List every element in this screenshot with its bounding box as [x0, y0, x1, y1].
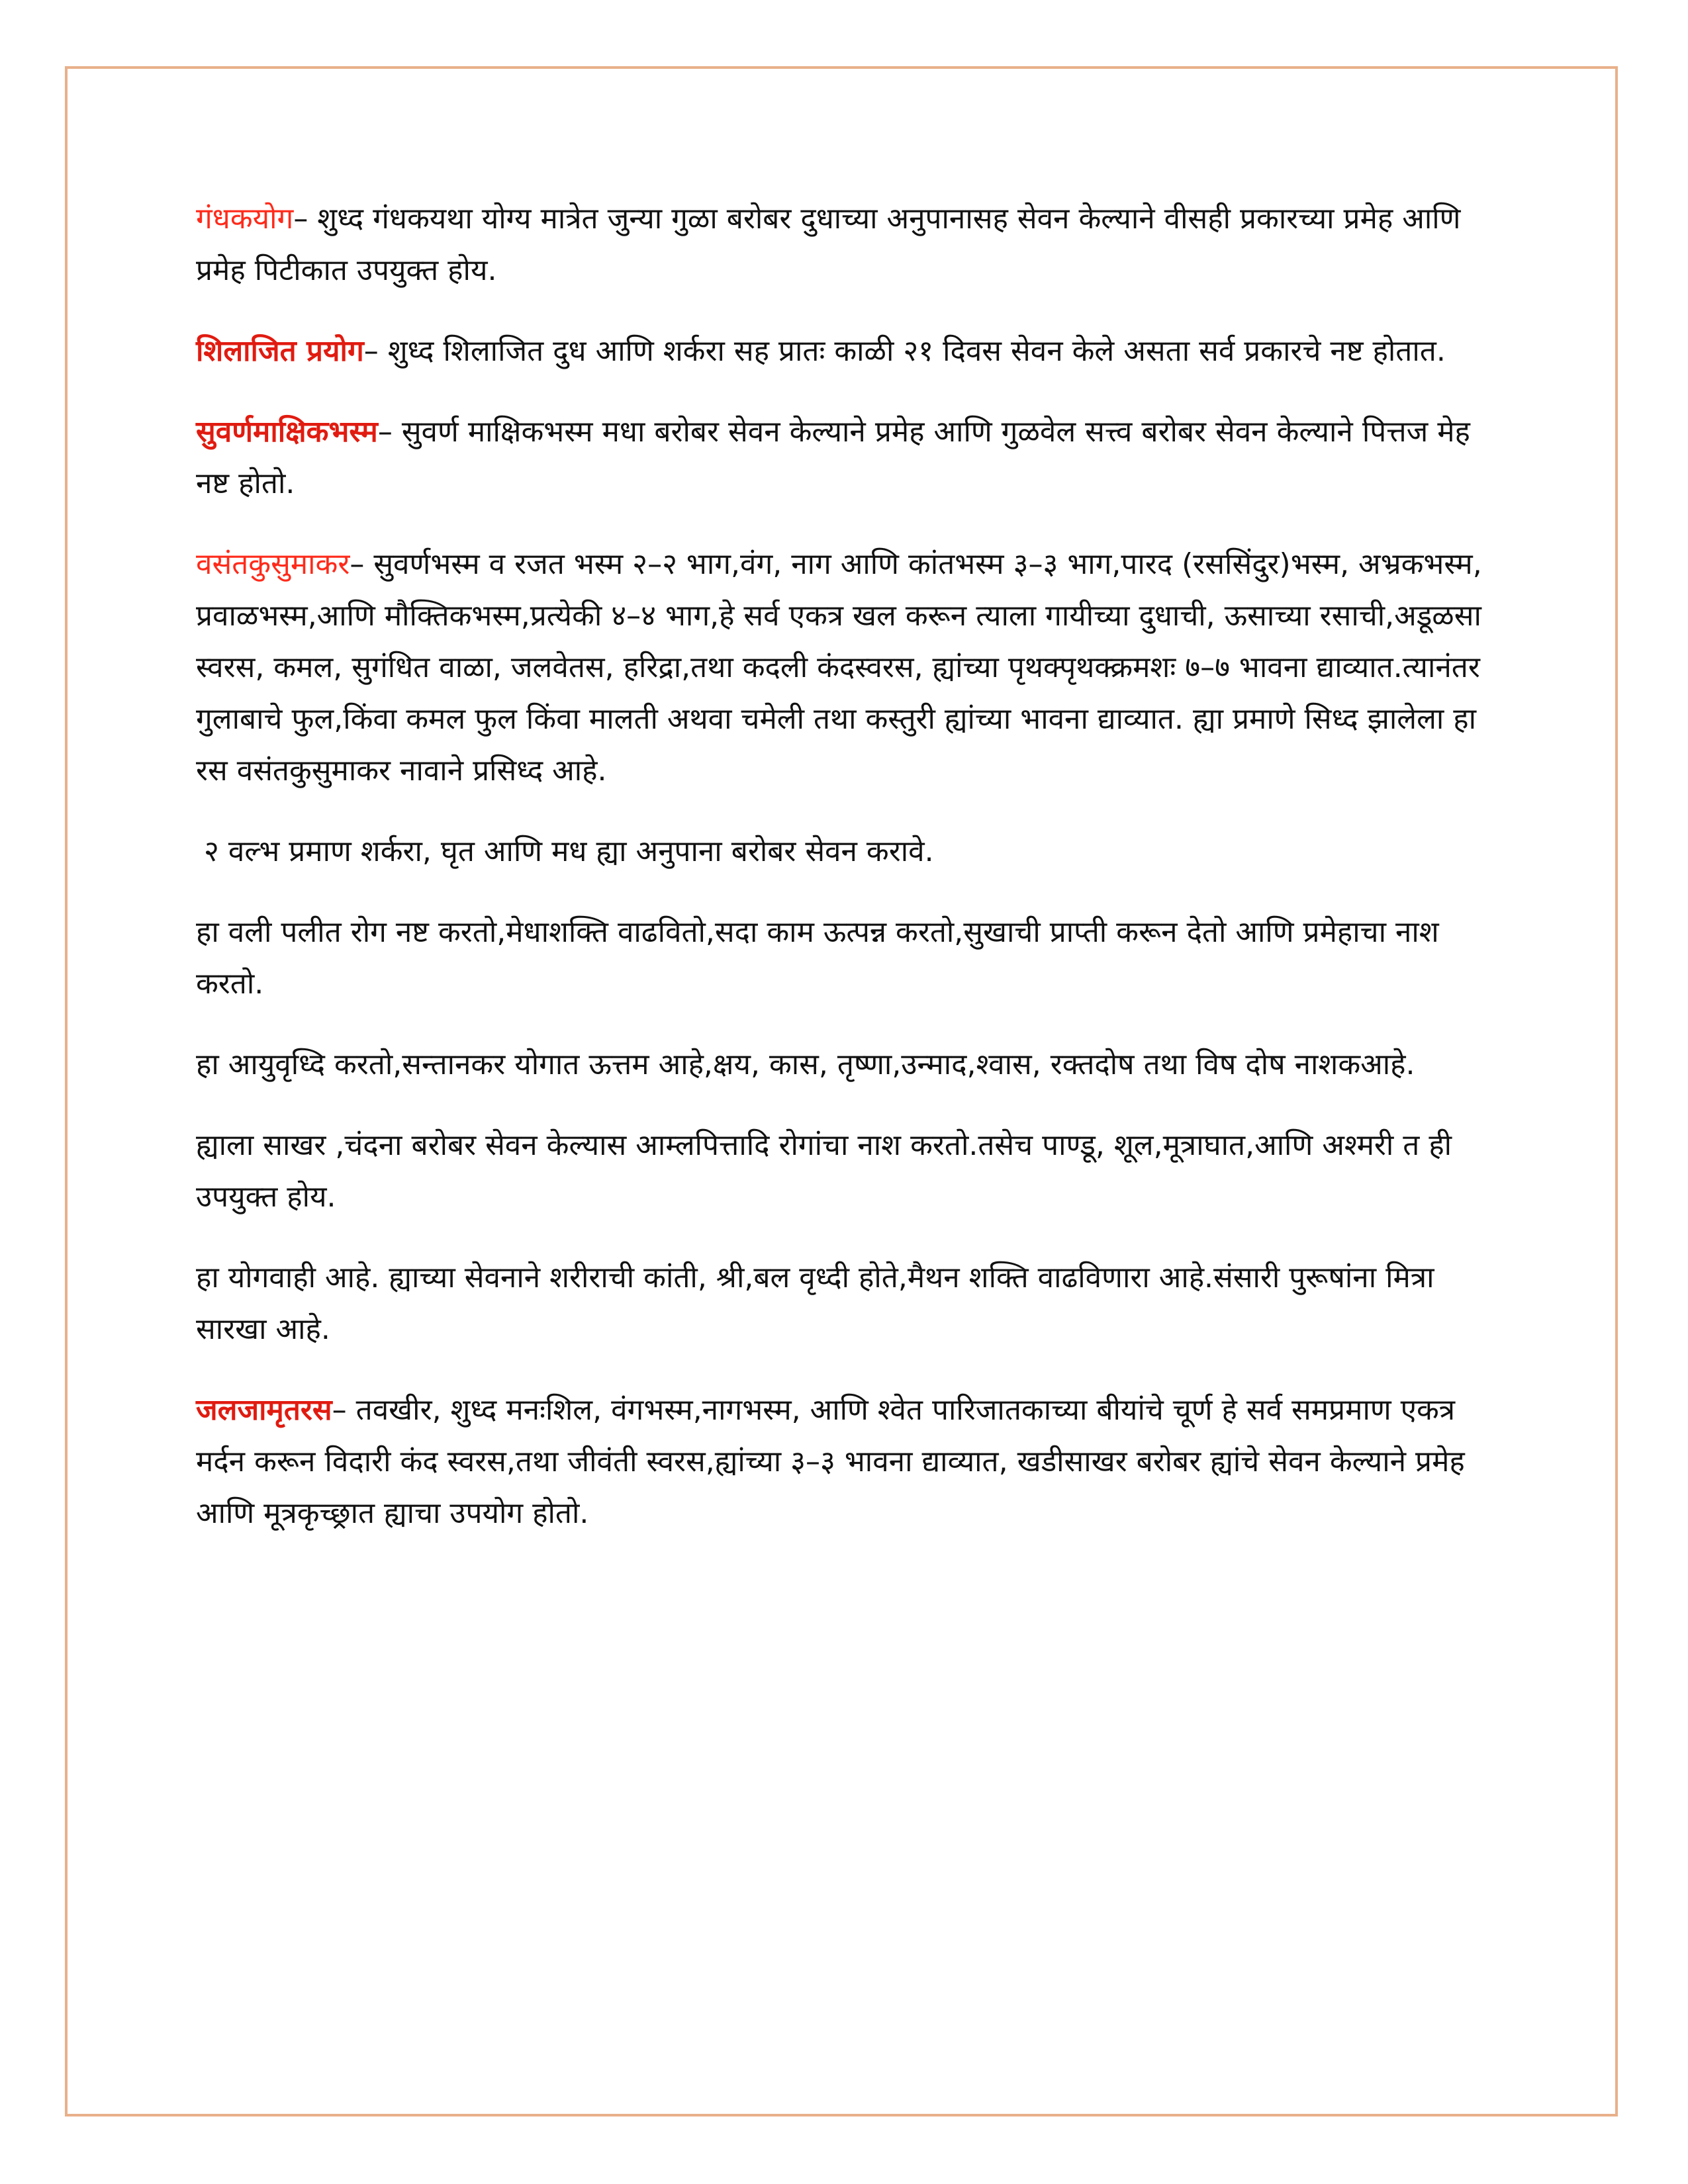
paragraph-jalajamrut-ras [196, 1385, 1493, 1539]
paragraph-vasantkusumakar [196, 539, 1493, 797]
paragraph-text: हा वली पलीत रोग नष्ट करतो,मेधाशक्ति वाढवितो,सदा काम ऊत्पन्न करतो,सुखाची प्राप्ती करून देतो आणि प्रमेहाचा नाश करतो. [196, 915, 1439, 1001]
heading-dash: – [332, 1393, 347, 1427]
paragraph-text: सुवर्णभस्म व रजत भस्म २–२ भाग,वंग, नाग आणि कांतभस्म ३–३ भाग,पारद (रससिंदुर)भस्म, अभ्रकभस्म, प्रवाळभस्म,आणि मौक्तिकभस्म,प्रत्येकी ४–४ भाग,हे सर्व एकत्र खल करून त्याला गायीच्या दुधाची, ऊसाच्या रसाची,अडूळसा स्वरस, कमल, सुगंधित वाळा, जलवेतस, हरिद्रा,तथा कदली कंदस्वरस, ह्यांच्या पृथक्पृथक्क्रमशः ७–७ भावना द्याव्यात.त्यानंतर गुलाबाचे फुल,किंवा कमल फुल किंवा मालती अथवा चमेली तथा कस्तुरी ह्यांच्या भावना द्याव्यात. ह्या प्रमाणे सिध्द झालेला हा रस वसंतकुसुमाकर नावाने प्रसिध्द आहे. [196, 547, 1482, 788]
paragraph-gandhak-yog [196, 193, 1493, 296]
paragraph-text: सुवर्ण माक्षिकभस्म मधा बरोबर सेवन केल्याने प्रमेह आणि गुळवेल सत्त्व बरोबर सेवन केल्याने पित्तज मेह नष्ट होतो. [196, 415, 1470, 500]
paragraph-text: ह्याला साखर ,चंदना बरोबर सेवन केल्यास आम्लपित्तादि रोगांचा नाश करतो.तसेच पाण्डू, शूल,मूत्राघात,आणि अश्मरी त ही उपयुक्त होय. [196, 1128, 1452, 1214]
paragraph-text: शुध्द शिलाजित दुध आणि शर्करा सह प्रातः काळी २१ दिवस सेवन केले असता सर्व प्रकारचे नष्ट होतात. [378, 334, 1446, 368]
heading-dash: – [350, 547, 365, 581]
heading-dash: – [293, 202, 308, 236]
heading-dash: – [363, 334, 379, 368]
heading-jalajamrut-ras: जलजामृतरस [196, 1393, 332, 1427]
paragraph-shilajit-prayog [196, 326, 1493, 377]
heading-suvarnamakshik-bhasma: सुवर्णमाक्षिकभस्म [196, 415, 378, 449]
heading-shilajit-prayog: शिलाजित प्रयोग [196, 334, 364, 368]
paragraph-suvarnamakshik-bhasma [196, 406, 1493, 510]
paragraph-text: तवखीर, शुध्द मनःशिल, वंगभस्म,नागभस्म, आणि श्वेत पारिजातकाच्या बीयांचे चूर्ण हे सर्व समप्रमाण एकत्र मर्दन करून विदारी कंद स्वरस,तथा जीवंती स्वरस,ह्यांच्या ३–३ भावना द्याव्यात, खडीसाखर बरोबर ह्यांचे सेवन केल्याने प्रमेह आणि मूत्रकृच्छ्रात ह्याचा उपयोग होतो. [196, 1393, 1465, 1530]
paragraph-text: शुध्द गंधकयथा योग्य मात्रेत जुन्या गुळा बरोबर दुधाच्या अनुपानासह सेवन केल्याने वीसही प्रकारच्या प्रमेह आणि प्रमेह पिटीकात उपयुक्त होय. [196, 202, 1461, 287]
paragraph-benefits-4 [196, 1252, 1493, 1355]
paragraph-text: २ वल्भ प्रमाण शर्करा, घृत आणि मध ह्या अनुपाना बरोबर सेवन करावे. [204, 835, 934, 868]
paragraph-benefits-2 [196, 1039, 1493, 1091]
paragraph-benefits-1 [196, 907, 1493, 1010]
paragraph-text: हा योगवाही आहे. ह्याच्या सेवनाने शरीराची कांती, श्री,बल वृध्दी होते,मैथन शक्ति वाढविणारा आहे.संसारी पुरूषांना मित्रा सारखा आहे. [196, 1261, 1434, 1346]
paragraph-text: हा आयुवृध्दि करतो,सन्तानकर योगात ऊत्तम आहे,क्षय, कास, तृष्णा,उन्माद,श्वास, रक्तदोष तथा विष दोष नाशकआहे. [196, 1048, 1415, 1081]
heading-vasantkusumakar: वसंतकुसुमाकर [196, 547, 350, 581]
heading-dash: – [377, 415, 393, 449]
heading-gandhak-yog: गंधकयोग [196, 202, 294, 236]
paragraph-dosage [196, 826, 1493, 878]
paragraph-benefits-3 [196, 1120, 1493, 1223]
document-body [196, 193, 1493, 1569]
